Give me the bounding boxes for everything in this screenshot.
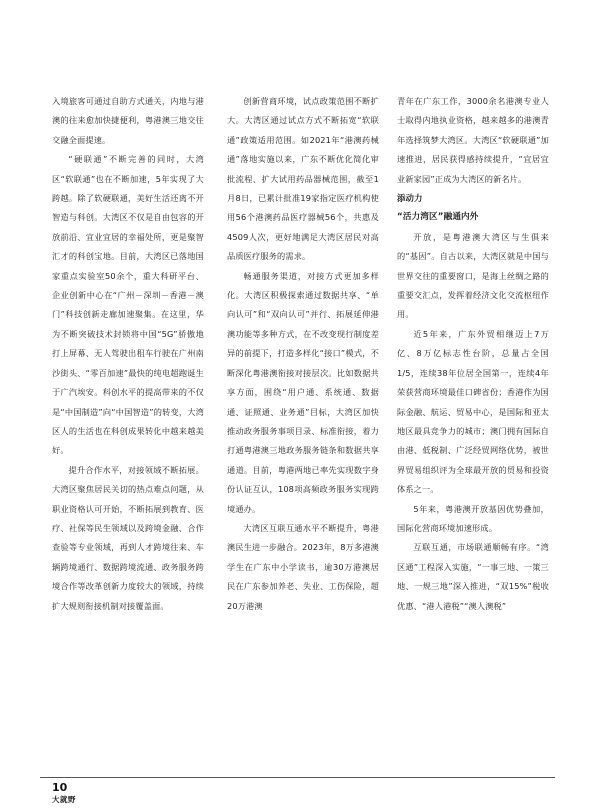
magazine-logo: 大就野 (52, 795, 76, 804)
body-paragraph: 开放，是粤港澳大湾区与生俱来的“基因”。自古以来，大湾区就是中国与世界交往的重要窗口，是海上丝绸之路的重要交汇点，发挥着经济文化交流枢纽作用。 (397, 231, 549, 320)
body-paragraph: 创新营商环境，试点政策范围不断扩大。大湾区通过试点方式不断拓宽“软联通”政策适用范围。如2021年“港澳药械通”落地实施以来，广东不断优化简化审批流程、扩大试用药品器械范围，截至1月8日，已累计批准19家指定医疗机构使用56个港澳药品医疗器械56个，共惠及4509人次，更好地满足大湾区居民对高品质医疗服务的需求。 (227, 96, 379, 262)
body-paragraph: 提升合作水平，对接领域不断拓展。大湾区聚焦居民关切的热点难点问题，从职业资格认可开始，不断拓展到教育、医疗、社保等民生领域以及跨境金融、合作查验等专业领域，再到人才跨境往来、车辆跨境通行、数据跨境流通、政务服务跨境合作等改革创新力度较大的领域，持续扩大规则衔接机制对接覆盖面。 (52, 464, 204, 611)
body-paragraph: 5年来，粤港澳开放基因优势叠加，国际化营商环境加速形成。 (397, 503, 549, 533)
body-paragraph: “硬联通”不断完善的同时，大湾区“软联通”也在不断加速，5年实现了大跨越。除了软硬联通，美好生活还离不开智造与科创。大湾区不仅是自由包容的开放前沿、宜业宜居的幸福处所，更是聚智汇才的科创宝地。目前，大湾区已落地国家重点实验室50余个，重大科研平台、企业创新中心在“广州－深圳－香港－澳门”科技创新走廊加速聚集。在这里，华为不断突破技术封锁将中国“5G”骄傲地打上屏幕、无人驾驶出租车行驶在广州南沙街头、“零百加速”最快的纯电超跑诞生于广汽埃安。科创水平的提高带来的不仅是“中国制造”向“中国智造”的转变，大湾区人的生活也在科创成果转化中越来越美好。 (52, 154, 204, 456)
body-paragraph: 青年在广东工作，3000余名港澳专业人士取得内地执业资格，越来越多的港澳青年选择筑梦大湾区。大湾区“软硬联通”加速推进，居民获得感持续提升，“宜居宜业新家园”正成为大湾区的新名片。 (397, 96, 549, 184)
body-paragraph: 互联互通，市场联通顺畅有序。“湾区通”工程深入实施，“一事三地、一策三地、一规三地”深入推进，“双15%”税收优惠、“港人港税”“澳人澳税” (397, 542, 549, 611)
footer-divider (40, 777, 555, 778)
section-kicker: 添动力 (397, 193, 423, 204)
text-column-2 (227, 92, 379, 616)
page-number: 10 (52, 781, 68, 794)
body-paragraph: 大湾区互联互通水平不断提升，粤港澳民生进一步融合。2023年，8万多港澳学生在广东中小学读书，逾30万港澳居民在广东参加养老、失业、工伤保险，超20万港澳 (227, 522, 379, 611)
text-column-3 (397, 92, 549, 616)
body-paragraph: 近5年来，广东外贸相继迈上7万亿、8万亿标志性台阶，总量占全国1/5，连续38年位居全国第一，连续4年荣获营商环境最佳口碑省份；香港作为国际金融、航运、贸易中心，是国际和亚太地区最具竞争力的城市；澳门拥有国际自由港、低税制、广泛经贸网络优势，被世界贸易组织评为全球最开放的贸易和投资体系之一。 (397, 328, 549, 495)
section-heading: “活力湾区”融通内外 (397, 212, 479, 223)
body-paragraph: 畅通服务渠道，对接方式更加多样化。大湾区积极探索通过数据共享、“单向认可”和“双向认可”并行、拓展延伸港澳功能等多种方式，在不改变现行制度差异的前提下，打造多样化“接口”模式，不断深化粤港澳衔接对接层次。比如数据共享方面，围绕“用户通、系统通、数据通、证照通、业务通”目标，大湾区加快推动政务服务事项目录、标准衔接，着力打通粤港澳三地政务服务链条和数据共享通道。目前，粤港两地已率先实现数字身份认证互认，108项高频政务服务实现跨境通办。 (227, 270, 379, 514)
body-paragraph: 入境旅客可通过自助方式通关，内地与港澳的往来愈加快捷便利，粤港澳三地交往交融全面提速。 (52, 96, 204, 145)
text-column-1 (52, 92, 204, 616)
